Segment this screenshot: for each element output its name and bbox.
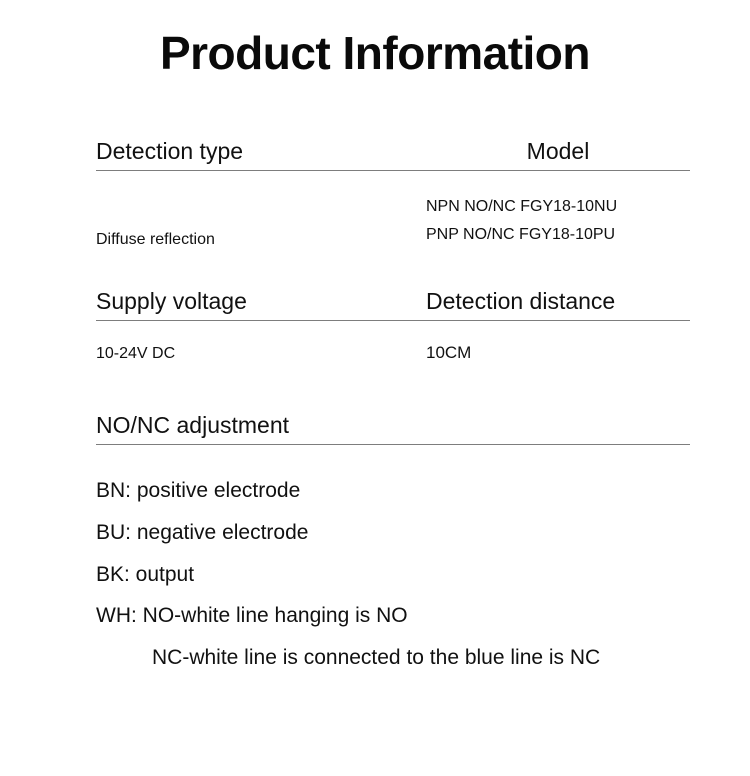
section-headers-row	[96, 138, 690, 171]
supply-voltage-value-cell	[96, 345, 426, 363]
section-no-nc-adjustment	[96, 412, 690, 445]
section-values-row	[96, 193, 690, 249]
model-value-cell	[426, 193, 690, 249]
header-rule	[96, 320, 426, 321]
header-rule	[426, 170, 690, 171]
detection-distance-value: 10CM	[426, 343, 472, 362]
detection-type-value-cell	[96, 231, 426, 249]
detection-distance-value-cell	[426, 343, 690, 363]
list-item: BN: positive electrode	[96, 479, 301, 502]
section-values-row	[96, 343, 690, 363]
supply-voltage-header-cell	[96, 288, 426, 321]
model-header: Model	[526, 138, 590, 164]
no-nc-adjustment-header-cell	[96, 412, 690, 445]
model-header-cell	[426, 138, 690, 171]
detection-distance-header-cell	[426, 288, 690, 321]
header-rule	[96, 170, 426, 171]
list-item: BK: output	[96, 562, 195, 586]
section-headers-row	[96, 288, 690, 321]
section-detection-type	[96, 138, 690, 249]
list-item: NC-white line is connected to the blue line is NC	[152, 646, 601, 670]
supply-voltage-value: 10-24V DC	[96, 345, 176, 362]
detection-type-header: Detection type	[96, 138, 244, 164]
model-value-npn: NPN NO/NC FGY18-10NU	[426, 198, 618, 215]
section-supply-voltage	[96, 288, 690, 363]
no-nc-adjustment-header: NO/NC adjustment	[96, 412, 290, 438]
supply-voltage-header: Supply voltage	[96, 288, 247, 314]
detection-distance-header: Detection distance	[426, 288, 616, 314]
list-item: WH: NO-white line hanging is NO	[96, 604, 408, 628]
product-information-page	[0, 26, 750, 776]
list-item: BU: negative electrode	[96, 520, 309, 544]
header-rule	[96, 444, 690, 445]
model-value-pnp: PNP NO/NC FGY18-10PU	[426, 226, 616, 243]
page-title: Product Information	[159, 27, 591, 79]
wiring-notes-list	[96, 470, 720, 679]
detection-type-value: Diffuse reflection	[96, 231, 215, 248]
header-rule	[426, 320, 690, 321]
section-headers-row	[96, 412, 690, 445]
detection-type-header-cell	[96, 138, 426, 171]
